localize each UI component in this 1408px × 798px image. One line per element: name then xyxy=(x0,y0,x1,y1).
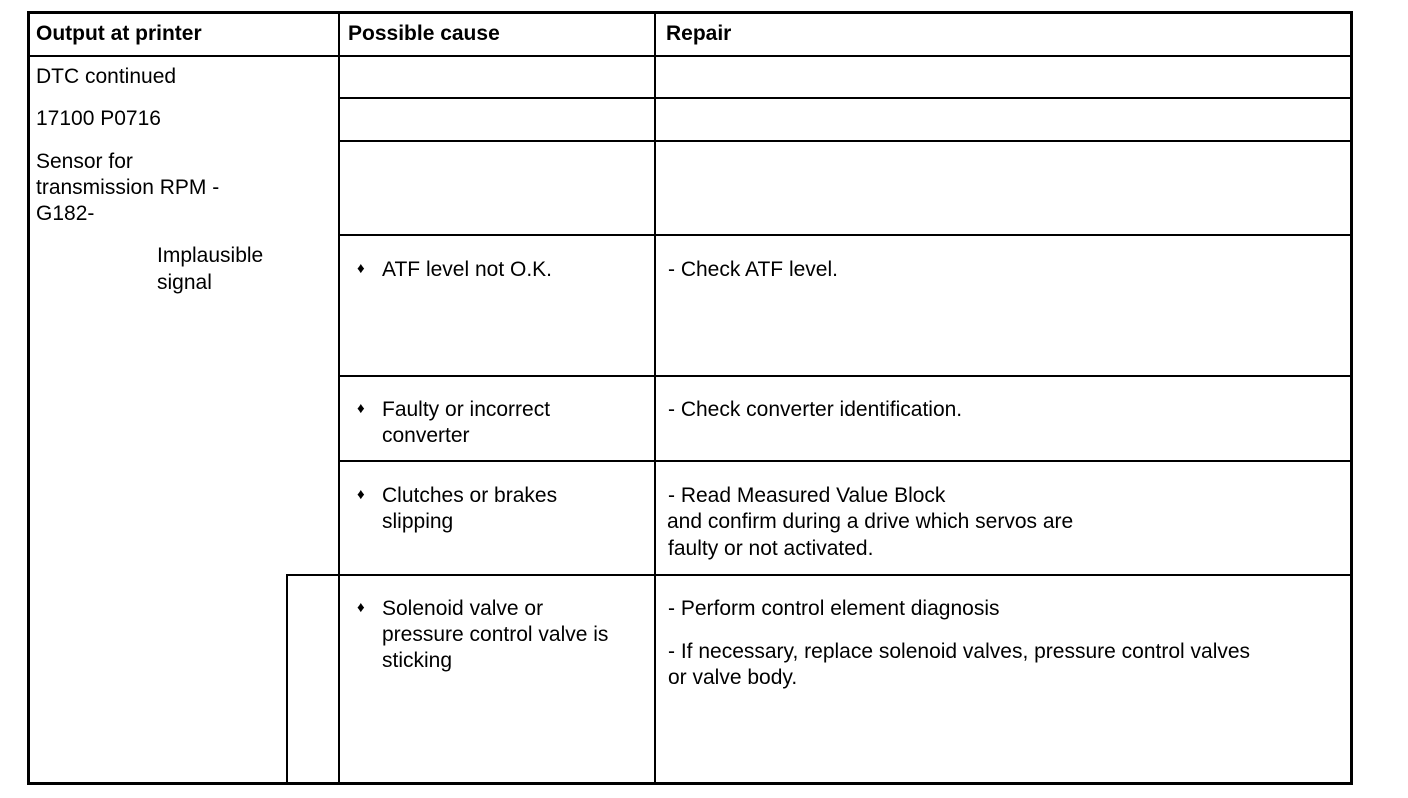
repair-text: faulty or not activated. xyxy=(668,537,874,560)
sensor-name-line: Sensor for xyxy=(36,150,133,173)
row-divider xyxy=(338,97,1353,99)
border-left xyxy=(27,11,30,785)
diamond-bullet-icon: ♦ xyxy=(357,599,365,616)
repair-text: - Check ATF level. xyxy=(668,258,838,281)
sensor-name-line: transmission RPM - xyxy=(36,176,220,199)
cause-text: sticking xyxy=(382,649,453,672)
header-divider xyxy=(27,55,1353,57)
dtc-continued-label: DTC continued xyxy=(36,65,177,88)
symptom-line: Implausible xyxy=(157,244,264,267)
cause-text: converter xyxy=(382,424,470,447)
repair-text: - Perform control element diagnosis xyxy=(668,597,1000,620)
cause-text: pressure control valve is xyxy=(382,623,609,646)
row-divider xyxy=(286,574,1353,576)
repair-text: and confirm during a drive which servos are xyxy=(667,510,1074,533)
repair-text: - If necessary, replace solenoid valves, pressure control valves xyxy=(668,640,1251,663)
inner-column-divider xyxy=(286,574,288,785)
row-divider xyxy=(338,460,1353,462)
row-divider xyxy=(338,140,1353,142)
cause-text: slipping xyxy=(382,510,454,533)
border-bottom xyxy=(27,782,1353,785)
header-possible-cause: Possible cause xyxy=(348,22,500,45)
column-divider-1 xyxy=(338,11,340,785)
header-repair: Repair xyxy=(666,22,732,45)
sensor-name-line: G182- xyxy=(36,202,95,225)
cause-text: Clutches or brakes xyxy=(382,484,558,507)
diamond-bullet-icon: ♦ xyxy=(357,260,365,277)
cause-text: Solenoid valve or xyxy=(382,597,544,620)
cause-text: ATF level not O.K. xyxy=(382,258,552,281)
header-output-at-printer: Output at printer xyxy=(36,22,202,45)
cause-text: Faulty or incorrect xyxy=(382,398,551,421)
repair-text: - Check converter identification. xyxy=(668,398,963,421)
repair-text: - Read Measured Value Block xyxy=(668,484,946,507)
row-divider xyxy=(338,375,1353,377)
column-divider-2 xyxy=(654,11,656,785)
diamond-bullet-icon: ♦ xyxy=(357,400,365,417)
symptom-line: signal xyxy=(157,271,212,294)
repair-text: or valve body. xyxy=(668,666,798,689)
diamond-bullet-icon: ♦ xyxy=(357,486,365,503)
row-divider xyxy=(338,234,1353,236)
border-top xyxy=(27,11,1353,14)
dtc-code: 17100 P0716 xyxy=(36,107,161,130)
border-right xyxy=(1350,11,1353,785)
